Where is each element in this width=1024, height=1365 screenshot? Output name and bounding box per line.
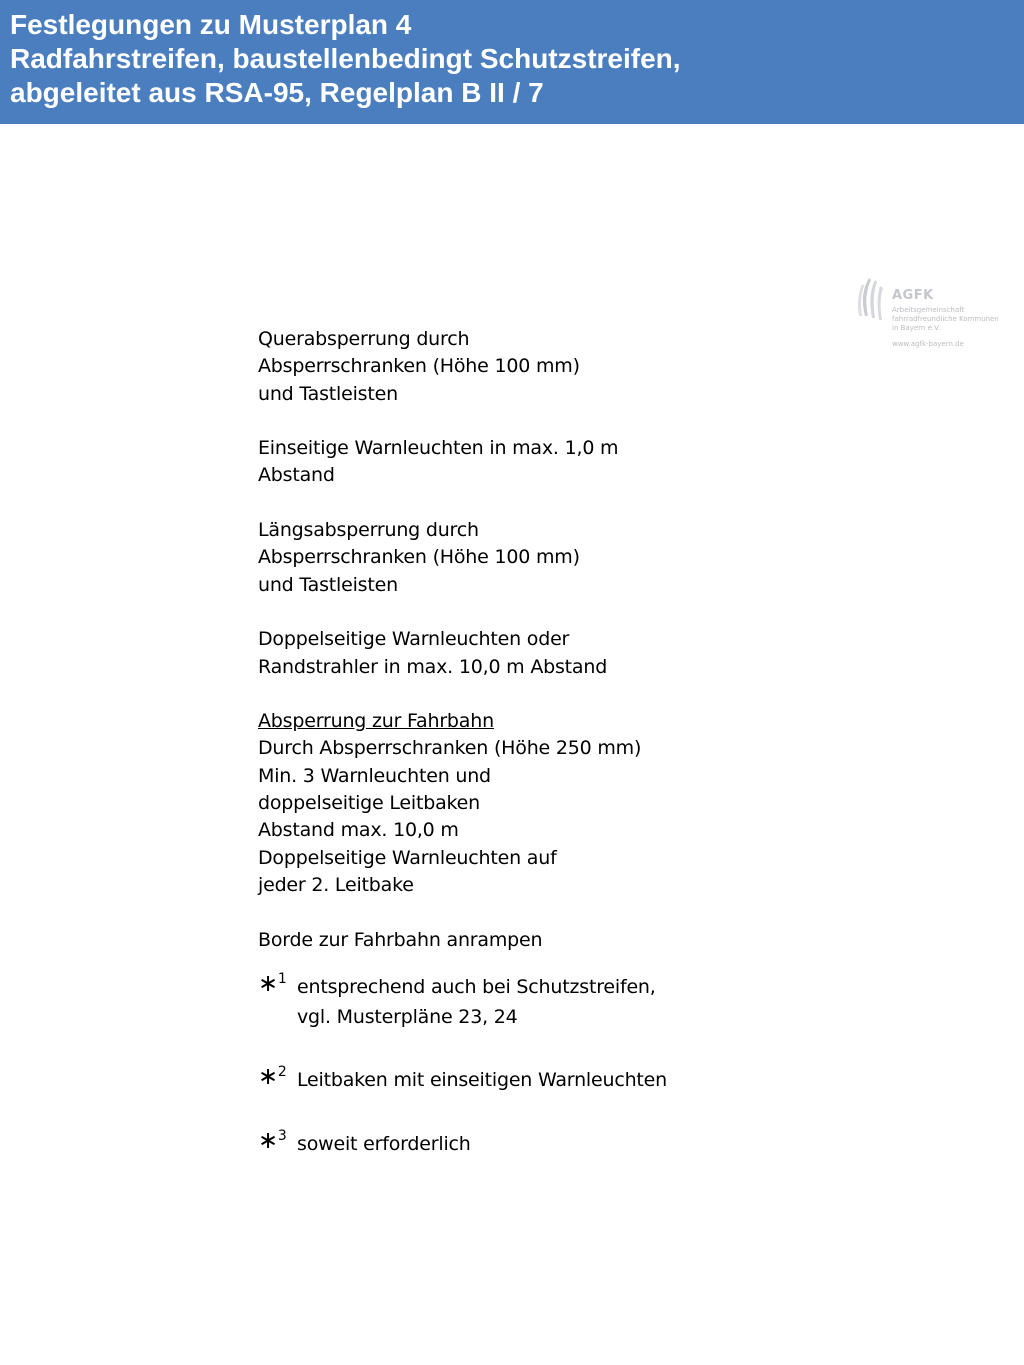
logo-subtitle-1: Arbeitsgemeinschaft	[892, 306, 965, 314]
footnote-marker: ∗$^1$	[258, 968, 287, 997]
footnote-marker: ∗$^3$	[258, 1125, 287, 1154]
footnote-3	[258, 1125, 818, 1159]
text-line: Min. 3 Warnleuchten und	[258, 764, 491, 787]
page-title-line-1: Festlegungen zu Musterplan 4	[10, 9, 412, 40]
logo-subtitle-3: in Bayern e.V.	[892, 324, 941, 332]
section-einseitige-warnleuchten	[258, 435, 818, 490]
text-line: Abstand	[258, 464, 335, 487]
text-line: Absperrschranken (Höhe 100 mm)	[258, 355, 580, 378]
specification-text	[258, 326, 818, 1159]
footnote-2	[258, 1061, 818, 1095]
logo-name: AGFK	[892, 288, 934, 303]
section-absperrung-fahrbahn	[258, 708, 818, 899]
section-borde	[258, 927, 818, 954]
text-line: Borde zur Fahrbahn anrampen	[258, 928, 543, 951]
text-line: doppelseitige Leitbaken	[258, 792, 480, 815]
text-line: Randstrahler in max. 10,0 m Abstand	[258, 655, 608, 678]
footnote-text: entsprechend auch bei Schutzstreifen,	[297, 975, 656, 998]
section-querabsperrung	[258, 326, 818, 408]
agfk-logo	[855, 276, 1015, 356]
title-banner	[0, 0, 1024, 124]
text-line: Querabsperrung durch	[258, 328, 470, 350]
text-line: Abstand max. 10,0 m	[258, 819, 459, 842]
footnote-marker: ∗$^2$	[258, 1061, 287, 1090]
footnote-text: soweit erforderlich	[297, 1132, 471, 1155]
section-doppelseitige-warnleuchten	[258, 626, 818, 681]
text-line: Längsabsperrung durch	[258, 519, 479, 542]
text-line: Doppelseitige Warnleuchten oder	[258, 628, 570, 651]
page-title-line-3: abgeleitet aus RSA-95, Regelplan B II / 7	[10, 77, 544, 108]
section-laengsabsperrung	[258, 517, 818, 599]
footnote-1	[258, 968, 818, 1032]
section-heading: Absperrung zur Fahrbahn	[258, 710, 494, 733]
text-line: und Tastleisten	[258, 382, 398, 405]
logo-subtitle-2: fahrradfreundliche Kommunen	[892, 315, 999, 323]
footnote-text: Leitbaken mit einseitigen Warnleuchten	[297, 1068, 667, 1091]
text-line: Durch Absperrschranken (Höhe 250 mm)	[258, 737, 642, 760]
agfk-logo-icon	[855, 276, 887, 326]
text-line: jeder 2. Leitbake	[258, 873, 414, 896]
footnote-text: vgl. Musterpläne 23, 24	[297, 1005, 518, 1028]
text-line: und Tastleisten	[258, 573, 398, 596]
text-line: Doppelseitige Warnleuchten auf	[258, 846, 557, 869]
logo-url: www.agfk-bayern.de	[892, 340, 964, 348]
page-title-line-2: Radfahrstreifen, baustellenbedingt Schutzstreifen,	[10, 43, 681, 74]
text-line: Einseitige Warnleuchten in max. 1,0 m	[258, 437, 619, 460]
text-line: Absperrschranken (Höhe 100 mm)	[258, 546, 580, 569]
